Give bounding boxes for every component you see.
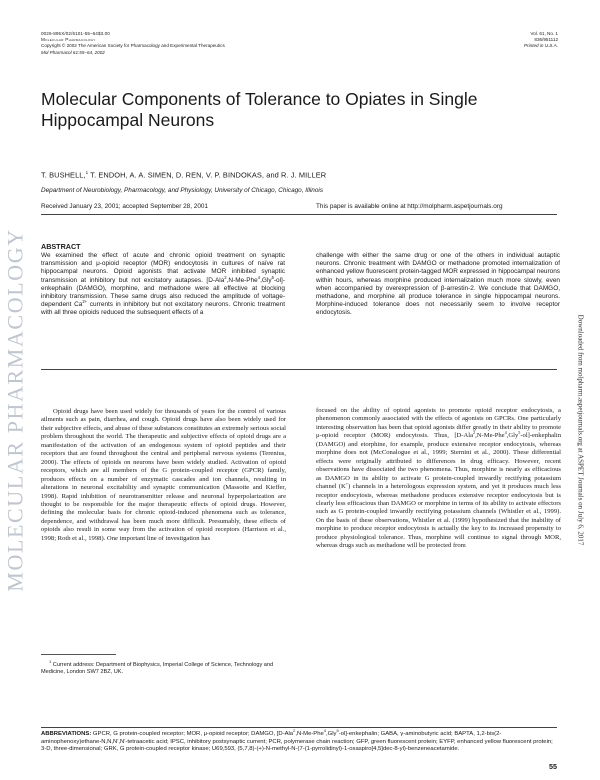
abbreviations-text: -ol]-enkephalin; GABA, γ-aminobutyric acid; BAPTA, 1,2-bis(2-aminophenoxy)ethane-N,N,N′,N′-tetraacetic acid; IPSC, inhibitory postsynaptic current; PCR, polymerase chain reaction; GFP, green fluorescent protein; EYFP, enhanced yellow fluorescent protein; 3-D, three-dimensional; GRK, G protein-coupled receptor kinase; U69,593, (5,7,8)-(+)-N-methyl-N-(7-(1-pyrrolidinyl)-1-oxaspiro[4,5]dec-8-yl)-benzeneacetamide. — [41, 731, 553, 753]
superscript: 2 — [473, 430, 476, 436]
body-text: focused on the ability of opioid agonists to promote opioid receptor endocytosis, a phenomenon commonly associated with the effects of agonists on GPCRs. One particularly interesting observation has been that opioid agonists differ greatly in their ability to promote μ-opioid receptor (MOR) endocytosis. Thus, [D-Ala — [316, 407, 561, 440]
affiliation: Department of Neurobiology, Pharmacology, and Physiology, University of Chicago, Chicago, Illinois — [41, 187, 324, 194]
journal-side-band — [0, 150, 32, 670]
superscript: + — [345, 480, 349, 486]
abbreviations-text: ,N-Me-Phe — [295, 731, 324, 737]
abbreviations-text: GPCR, G protein-coupled receptor; MOR, μ-opioid receptor; DAMGO, [D-Ala — [91, 731, 294, 737]
footnote — [41, 658, 285, 676]
title-line-1: Molecular Components of Tolerance to Opiates in Single — [41, 89, 478, 109]
superscript: 4 — [323, 728, 327, 734]
download-note-text: Downloaded from molpharm.aspetjournals.org at ASPET Journals on July 6, 2017 — [576, 314, 585, 546]
copyright-line: Copyright © 2002 The American Society for Pharmacology and Experimental Therapeutics — [41, 43, 225, 49]
title-line-2: Hippocampal Neurons — [41, 110, 215, 130]
page-number: 55 — [549, 762, 557, 771]
superscript: 5 — [336, 728, 339, 734]
abstract-left-column — [41, 252, 285, 318]
body-left-column: Opioid drugs have been used widely for thousands of years for the control of various ailments such as pain, diarrhea, and cough. Opioid drugs have also been widely used for their subjective effects, and abuse of these substances constitutes an extremely serious social problem throughout the world. The therapeutic and subjective effects of opioid drugs are a manifestation of the activation of an endogenous system of opioid peptides and their receptors that are found throughout the central and peripheral nervous systems (Terenius, 2000). The effects of opioids on neurons have been widely studied. Activation of opioid receptors, which are all members of the G protein-coupled receptor (GPCR) family, produces effects on a number of enzymatic cascades and ion channels, resulting in alterations in neuronal excitability and synaptic communication (Massotte and Kieffer, 1998). Rapid inhibition of neurotransmitter release and neuronal hyperpolarization are thought to be responsible for the major therapeutic effects of opioid drugs. However, defining the molecular basis for chronic opioid-induced phenomena such as tolerance, dependence, and withdrawal has been much more difficult. Presumably, these effects of opioids also result in some way from the activation of opioid receptors (Harrison et al., 1998; Roth et al., 1998). One important line of investigation has — [41, 408, 286, 542]
abstract-heading: ABSTRACT — [41, 242, 81, 251]
journal-name: Molecular Pharmacology — [41, 37, 96, 43]
superscript: 2 — [293, 728, 296, 734]
body-text: -ol]-enkephalin (DAMGO) and etorphine, for example, produce extensive receptor endocytosis, whereas morphine does not (McConalogue et al., 1999; Sternini et al., 2000). These differential effects were originally attributed to differences in drug efficacy. However, recent observations have dissociated the two phenomena. Thus, morphine is nearly as efficacious as DAMGO in its ability to activate G protein-coupled inwardly rectifying potassium channel (K — [316, 432, 561, 491]
body-text: ) channels in a heterologous expression system, and yet it produces much less receptor endocytosis, whereas methadone produces extensive receptor endocytosis but is clearly less efficacious than DAMGO or morphine in terms of its ability to activate effectors such as G protein-coupled inwardly rectifying potassium channels (Whistler et al., 1999). On the basis of these observations, Whistler et al. (1999) hypothesized that the inability of morphine to produce receptor endocytosis is actually the key to its increased propensity to produce physiological tolerance. Thus, morphine will continue to signal through MOR, whereas drugs such as methadone will be protected from — [316, 483, 561, 550]
abstract-right-column: challenge with either the same drug or one of the others in individual autaptic neurons. Chronic treatment with DAMGO or methadone promoted internalization of enhanced yellow fluorescent protein-tagged MOR expressed in hippocampal neurons within hours, whereas morphine produced internalization much more slowly, even when accompanied by overexpression of β-arrestin-2. We conclude that DAMGO, methadone, and morphine all produce tolerance in single hippocampal neurons. Morphine-induced tolerance does not necessarily seem to involve receptor endocytosis. — [316, 252, 560, 317]
superscript: 5 — [271, 274, 274, 280]
abstract-text: -ol]-enkephalin (DAMGO), morphine, and methadone were all effective at blocking inhibitory transmission. These same drugs also reduced the amplitude of voltage-dependent Ca — [41, 276, 285, 309]
volume-line: Vol. 61, No. 1 — [530, 31, 558, 36]
other-authors: T. ENDOH, A. A. SIMEN, D. REN, V. P. BINDOKAS, and R. J. MILLER — [88, 170, 327, 180]
divider-abbreviations — [41, 727, 557, 728]
body-text: ,N-Me-Phe — [475, 432, 505, 440]
journal-header-left — [41, 31, 341, 56]
printed-line: Printed in U.S.A. — [524, 43, 558, 49]
footnote-text: Current address: Department of Biophysics, Imperial College of Science, Technology and Medicine, London SW7 2BZ, UK. — [41, 661, 274, 676]
footnote-mark: 1 — [49, 659, 52, 664]
footnote-rule — [41, 654, 116, 655]
superscript: 2+ — [82, 299, 88, 305]
article-id: 836/951112 — [534, 37, 558, 43]
superscript: 2 — [224, 274, 227, 280]
divider-abstract — [41, 369, 557, 370]
body-right-column — [316, 407, 561, 551]
abbreviations-label: ABBREVIATIONS: — [41, 731, 92, 737]
divider-top — [41, 214, 557, 215]
superscript: 4 — [504, 430, 507, 436]
article-title — [41, 89, 541, 131]
received-dates: Received January 23, 2001; accepted September 28, 2001 — [41, 203, 208, 210]
author-list — [41, 170, 541, 179]
superscript: 5 — [518, 430, 521, 436]
online-availability: This paper is available online at http://molpharm.aspetjournals.org — [316, 203, 503, 210]
journal-header-right — [408, 31, 558, 50]
journal-side-band-text: MOLECULAR PHARMACOLOGY — [3, 228, 29, 592]
issn-line: 0026-895X/02/6101-55–64$3.00 — [41, 31, 110, 36]
first-author: T. BUSHELL, — [41, 170, 86, 180]
body-text: ,Gly — [506, 432, 519, 440]
abstract-text: currents in inhibitory but not excitatory neurons. Chronic treatment with all three opioids reduced the subsequent effects of a — [41, 301, 285, 317]
abbreviations — [41, 728, 557, 754]
abstract-text: ,N-Me-Phe — [226, 276, 258, 284]
abstract-text: We examined the effect of acute and chronic opioid treatment on synaptic transmission and μ-opioid receptor (MOR) endocytosis in cultures of naïve rat hippocampal neurons. Opioid agonists that activate MOR inhibited synaptic transmission at inhibitory but not excitatory autapses. [D-Ala — [41, 252, 285, 284]
download-note — [560, 220, 600, 640]
citation-line: Mol Pharmacol 61:55–64, 2002 — [41, 49, 105, 55]
author-footnote-mark: 1 — [85, 170, 89, 175]
superscript: 4 — [257, 274, 261, 280]
abbreviations-text: ,Gly — [326, 731, 337, 737]
abstract-text: ,Gly — [260, 276, 272, 284]
